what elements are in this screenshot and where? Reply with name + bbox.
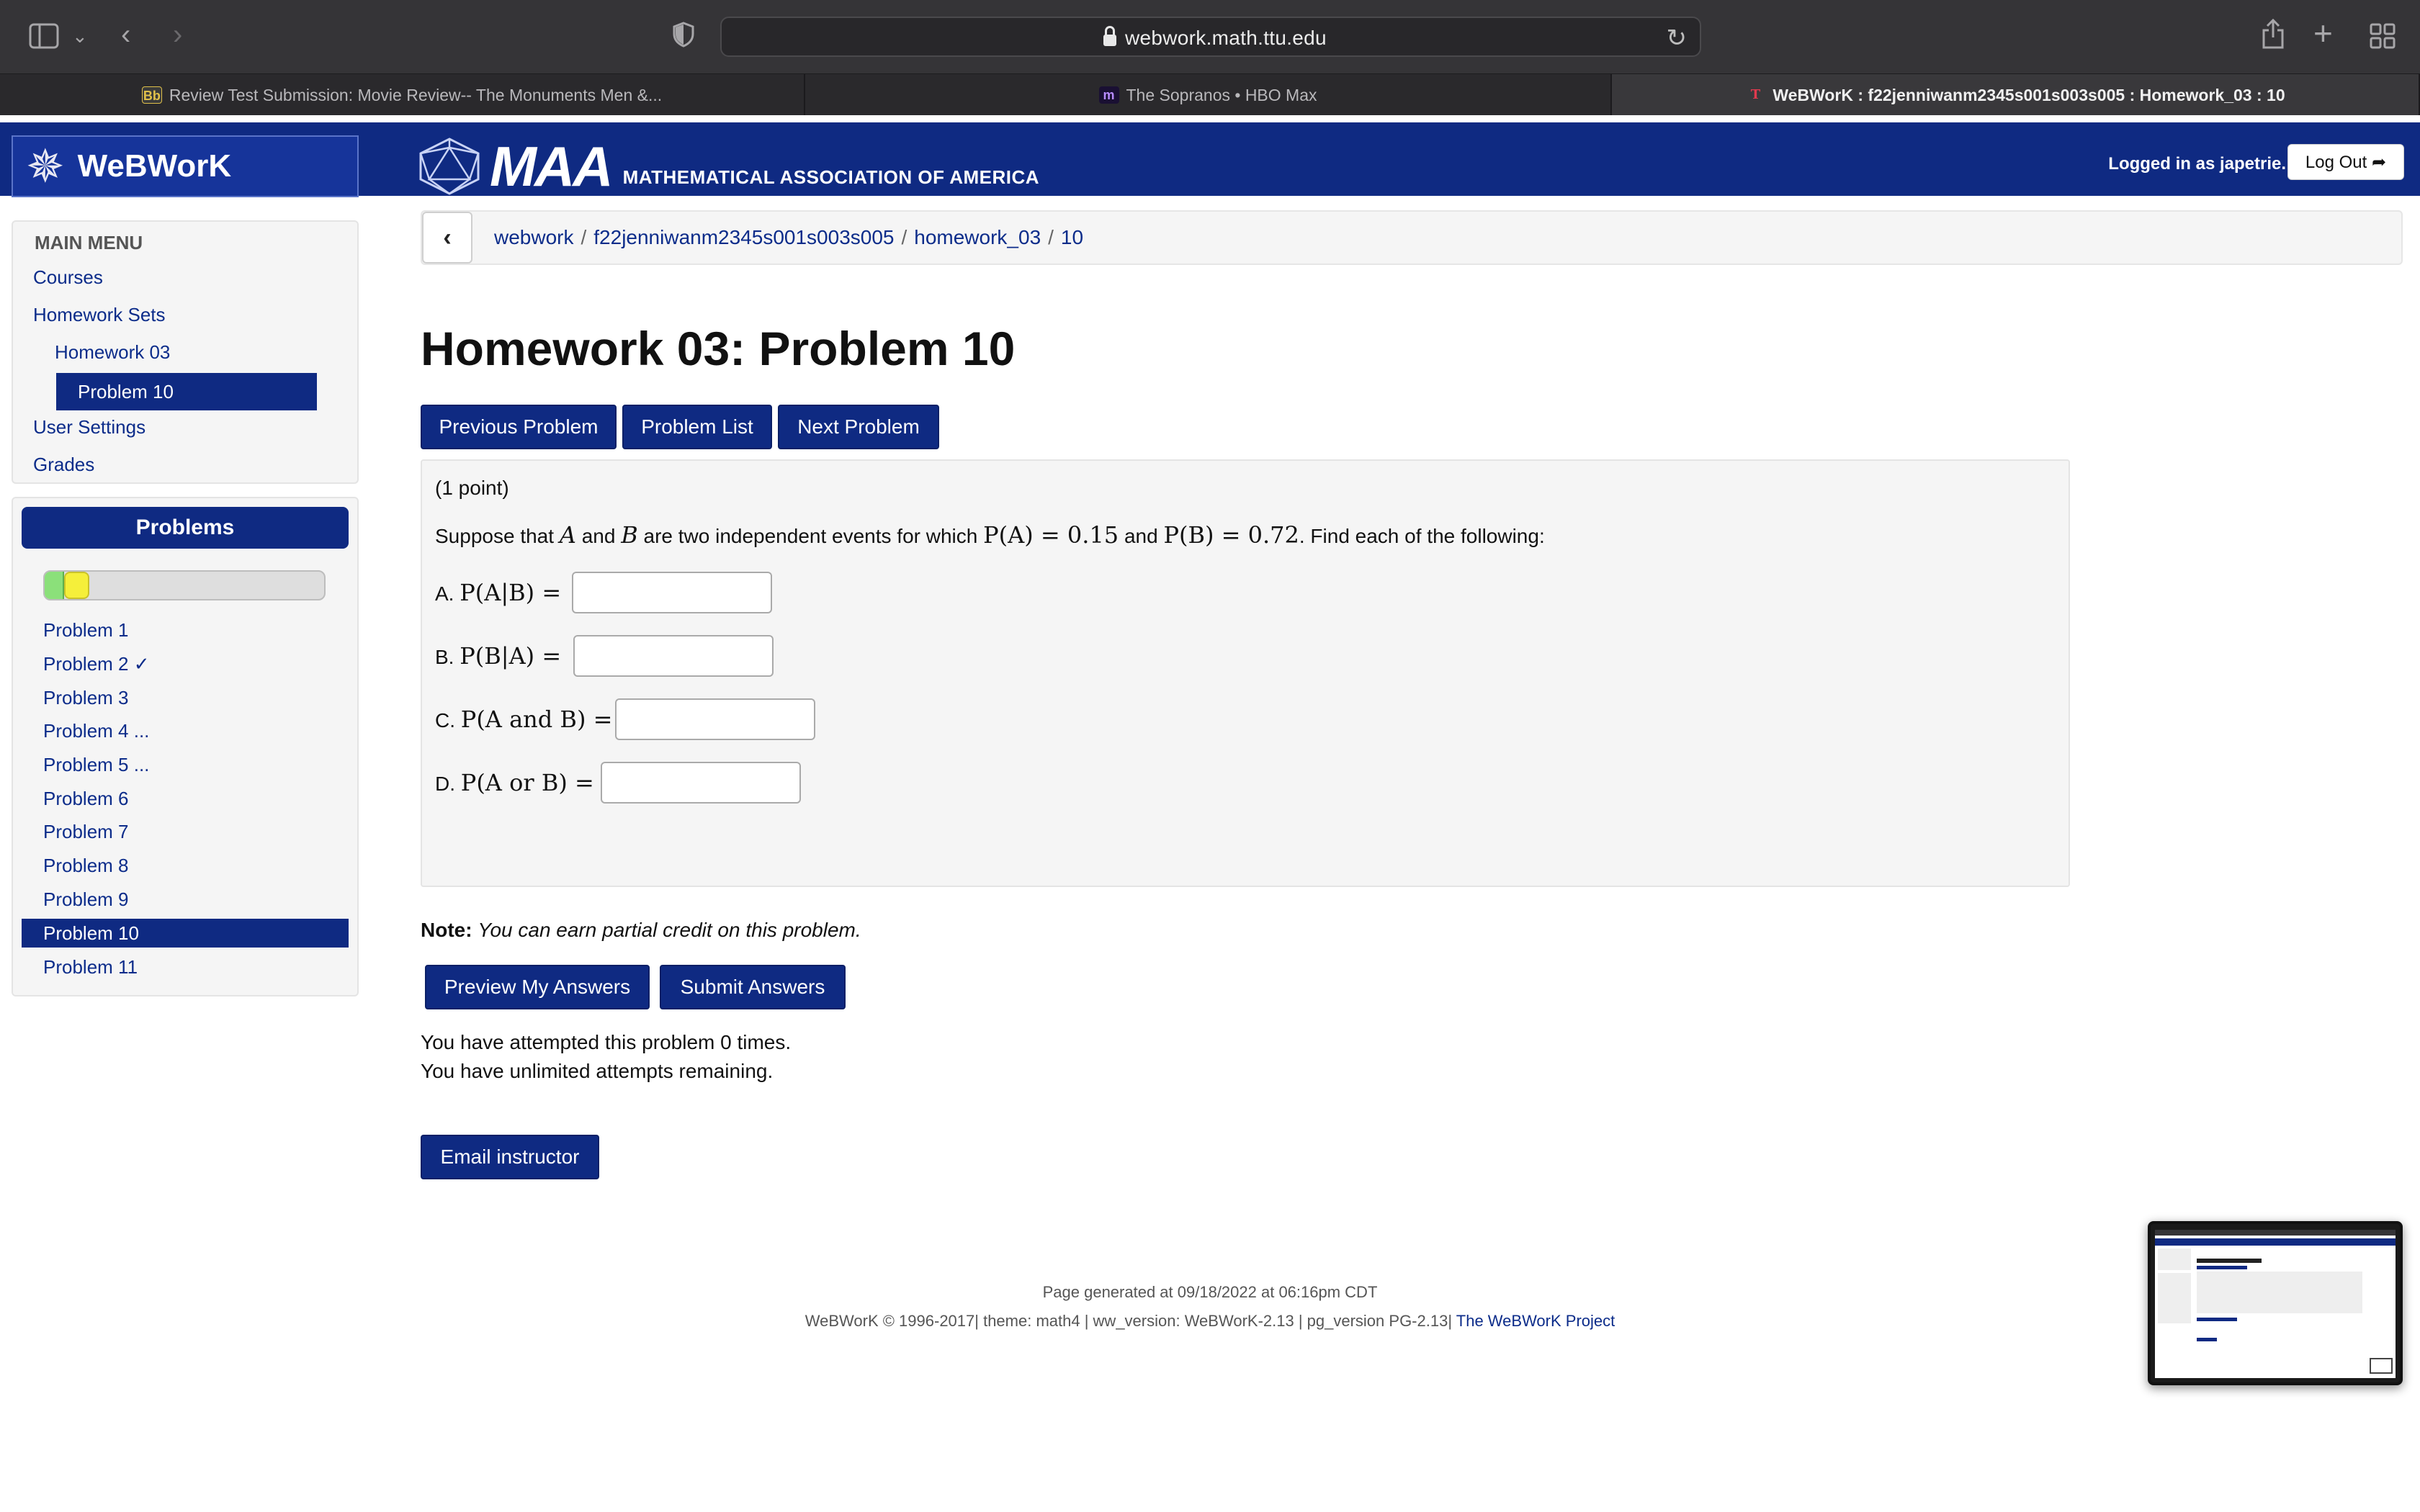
- back-chevron-button[interactable]: ‹: [422, 212, 472, 264]
- lock-icon: [1103, 26, 1116, 48]
- new-tab-icon[interactable]: +: [2313, 14, 2333, 52]
- maa-abbrev: MAA: [490, 134, 611, 198]
- logged-in-text: Logged in as japetrie.: [2108, 154, 2286, 174]
- breadcrumb-problem[interactable]: 10: [1060, 226, 1084, 248]
- page-title: Homework 03: Problem 10: [421, 322, 1016, 375]
- chevron-down-icon[interactable]: ⌄: [72, 25, 88, 47]
- screenshot-thumbnail[interactable]: [2148, 1221, 2403, 1385]
- site-header: [0, 115, 2420, 200]
- problem-link-9[interactable]: Problem 9: [43, 888, 129, 910]
- url-text: webwork.math.ttu.edu: [1125, 27, 1327, 49]
- problem-link-5[interactable]: Problem 5 ...: [43, 754, 150, 775]
- main-menu: [12, 220, 359, 484]
- webwork-project-link[interactable]: The WeBWorK Project: [1456, 1312, 1615, 1330]
- problem-list-button[interactable]: Problem List: [622, 405, 772, 449]
- forward-arrow-icon[interactable]: ›: [173, 19, 183, 50]
- problem-statement: [435, 521, 1545, 549]
- statement-text: and: [581, 525, 616, 547]
- shield-icon[interactable]: [673, 22, 694, 53]
- logo-text: WeBWorK: [77, 148, 232, 184]
- math-question-b: P(B|A) =: [460, 642, 562, 670]
- hbo-favicon-icon: m: [1099, 86, 1119, 104]
- part-c-label: [435, 706, 612, 733]
- math-pb: P(B) = 0.72: [1163, 521, 1299, 549]
- menu-homework-03-link[interactable]: Homework 03: [55, 341, 171, 363]
- part-d-label: [435, 769, 594, 796]
- main-menu-title: MAIN MENU: [35, 232, 143, 253]
- tab-strip: [0, 73, 2420, 115]
- attempts-count-text: You have attempted this problem 0 times.: [421, 1031, 792, 1053]
- problems-panel-title: Problems: [22, 507, 349, 549]
- header-bar: [0, 122, 2420, 196]
- breadcrumb-separator: /: [1048, 226, 1054, 248]
- statement-text: are two independent events for which: [643, 525, 978, 547]
- progress-bar: [43, 570, 326, 600]
- breadcrumb-homework[interactable]: homework_03: [914, 226, 1041, 248]
- menu-grades-link[interactable]: Grades: [33, 454, 95, 475]
- part-letter: B.: [435, 646, 454, 668]
- address-bar[interactable]: [720, 17, 1701, 57]
- browser-toolbar: [0, 0, 2420, 73]
- tab-title: Review Test Submission: Movie Review-- The Monuments Men &...: [169, 85, 663, 104]
- breadcrumb: [421, 210, 2403, 265]
- part-letter: A.: [435, 582, 454, 605]
- progress-correct-segment: [45, 572, 64, 599]
- browser-tab-hbo[interactable]: [805, 74, 1612, 116]
- back-arrow-icon[interactable]: ‹: [121, 19, 131, 50]
- problem-link-4[interactable]: Problem 4 ...: [43, 720, 150, 742]
- tab-title: The Sopranos • HBO Max: [1126, 85, 1317, 104]
- webwork-logo[interactable]: [12, 135, 359, 197]
- note-label: Note:: [421, 919, 472, 941]
- menu-homework-sets-link[interactable]: Homework Sets: [33, 304, 166, 325]
- email-instructor-button[interactable]: Email instructor: [421, 1135, 599, 1179]
- menu-problem-10-link[interactable]: Problem 10: [56, 373, 317, 410]
- previous-problem-button[interactable]: Previous Problem: [421, 405, 617, 449]
- answer-input-d[interactable]: [601, 762, 801, 804]
- breadcrumb-separator: /: [581, 226, 587, 248]
- problem-box: [421, 459, 2070, 887]
- submit-answers-button[interactable]: Submit Answers: [660, 965, 846, 1009]
- part-b-label: [435, 642, 561, 670]
- problem-link-2[interactable]: Problem 2 ✓: [43, 653, 150, 675]
- browser-tab-blackboard[interactable]: [0, 74, 805, 116]
- attempts-remaining-text: You have unlimited attempts remaining.: [421, 1060, 774, 1082]
- part-letter: C.: [435, 709, 455, 732]
- breadcrumb-webwork[interactable]: webwork: [494, 226, 574, 248]
- math-a: A: [559, 521, 576, 549]
- problem-link-8[interactable]: Problem 8: [43, 855, 129, 876]
- math-b: B: [621, 521, 638, 549]
- reload-icon[interactable]: ↻: [1666, 24, 1687, 52]
- ttu-favicon-icon: T: [1750, 87, 1761, 102]
- math-question-a: P(A|B) =: [460, 579, 562, 606]
- problem-link-11[interactable]: Problem 11: [43, 956, 138, 978]
- preview-answers-button[interactable]: Preview My Answers: [425, 965, 650, 1009]
- tab-overview-icon[interactable]: [2370, 23, 2396, 54]
- version-footer: [0, 1312, 2420, 1331]
- blackboard-favicon-icon: Bb: [142, 86, 162, 104]
- maa-icosahedron-icon: [418, 138, 481, 195]
- menu-courses-link[interactable]: Courses: [33, 266, 103, 288]
- webwork-star-icon: ✵: [26, 140, 65, 192]
- note-text: You can earn partial credit on this problem.: [478, 919, 861, 941]
- maa-name: MATHEMATICAL ASSOCIATION OF AMERICA: [622, 166, 1040, 188]
- problem-link-1[interactable]: Problem 1: [43, 619, 129, 641]
- next-problem-button[interactable]: Next Problem: [778, 405, 939, 449]
- logout-button[interactable]: Log Out ➦: [2287, 144, 2404, 180]
- breadcrumb-trail: [494, 226, 1083, 249]
- problem-link-6[interactable]: Problem 6: [43, 788, 129, 809]
- math-question-c: P(A and B) =: [460, 706, 613, 733]
- problems-panel: [12, 497, 359, 996]
- statement-text: Suppose that: [435, 525, 555, 547]
- breadcrumb-separator: /: [901, 226, 908, 248]
- problem-link-10[interactable]: Problem 10: [22, 919, 349, 948]
- statement-text: and: [1124, 525, 1158, 547]
- problem-link-3[interactable]: Problem 3: [43, 687, 129, 708]
- problem-link-7[interactable]: Problem 7: [43, 821, 129, 842]
- menu-user-settings-link[interactable]: User Settings: [33, 416, 146, 438]
- part-a-label: [435, 579, 561, 606]
- breadcrumb-course[interactable]: f22jenniwanm2345s001s003s005: [593, 226, 895, 248]
- answer-input-a[interactable]: [572, 572, 772, 613]
- math-pa: P(A) = 0.15: [983, 521, 1119, 549]
- tab-title: WeBWorK : f22jenniwanm2345s001s003s005 : Homework_03 : 10: [1773, 85, 2285, 104]
- part-letter: D.: [435, 773, 455, 795]
- statement-text: . Find each of the following:: [1299, 525, 1545, 547]
- page-generated-text: Page generated at 09/18/2022 at 06:16pm CDT: [1042, 1283, 1378, 1301]
- partial-credit-note: [421, 919, 861, 942]
- maa-logo[interactable]: [418, 135, 1039, 197]
- progress-partial-segment: [64, 572, 89, 599]
- problem-points: (1 point): [435, 477, 509, 499]
- share-icon[interactable]: [2262, 19, 2285, 54]
- thumbnail-preview: [2155, 1230, 2396, 1378]
- version-text: WeBWorK © 1996-2017| theme: math4 | ww_version: WeBWorK-2.13 | pg_version PG-2.13|: [805, 1312, 1453, 1330]
- answer-input-c[interactable]: [615, 698, 815, 740]
- sidebar-toggle-icon[interactable]: [29, 23, 59, 54]
- math-question-d: P(A or B) =: [460, 769, 594, 796]
- browser-tab-webwork[interactable]: [1612, 74, 2420, 116]
- answer-input-b[interactable]: [573, 635, 774, 677]
